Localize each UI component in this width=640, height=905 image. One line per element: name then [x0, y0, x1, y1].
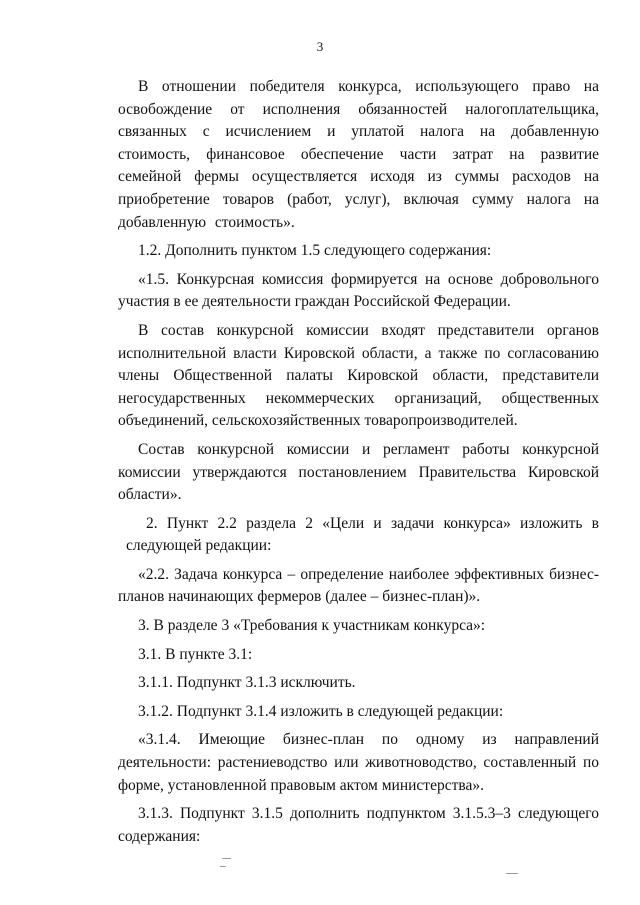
paragraph-commission-approval: Состав конкурсной комиссии и регламент работы конкурсной комиссии утверждаются постановлением Правительства Кировской области». [118, 440, 599, 504]
paragraph-item-1-2: 1.2. Дополнить пунктом 1.5 следующего содержания: [138, 242, 492, 260]
scan-speck [222, 858, 231, 859]
paragraph-item-1-5: «1.5. Конкурсная комиссия формируется на основе добровольного участия в ее деятельности граждан Российской Федерации. [118, 270, 599, 311]
paragraph-commission-composition: В состав конкурсной комиссии входят представители органов исполнительной власти Кировской области, а также по согласованию члены Общественной палаты Кировской области, представители негосударственных некоммерческих организаций, общественных объединений, сельскохозяйственных товаропроизводителей. [118, 321, 599, 430]
document-body [118, 76, 599, 854]
paragraph-item-3: 3. В разделе 3 «Требования к участникам конкурса»: [138, 617, 486, 635]
paragraph-item-2-2: «2.2. Задача конкурса – определение наиболее эффективных бизнес-планов начинающих фермеров (далее – бизнес-план)». [118, 565, 599, 606]
paragraph-item-3-1-1: 3.1.1. Подпункт 3.1.3 исключить. [138, 674, 356, 692]
scan-speck [506, 873, 518, 874]
scan-speck [220, 866, 226, 867]
page-number: 3 [316, 39, 324, 54]
paragraph-item-3-1: 3.1. В пункте 3.1: [138, 645, 253, 663]
paragraph-item-3-1-2: 3.1.2. Подпункт 3.1.4 изложить в следующей редакции: [138, 702, 504, 720]
paragraph-vat-financing: В отношении победителя конкурса, использующего право на освобождение от исполнения обязанностей налогоплательщика, связанных с исчислением и уплатой налога на добавленную стоимость, финансовое обеспечение части затрат на развитие семейной фермы осуществляется исходя из суммы расходов на приобретение товаров (работ, услуг), включая сумму налога на добавленную стоимость». [118, 78, 599, 231]
paragraph-item-3-1-3: 3.1.3. Подпункт 3.1.5 дополнить подпунктом 3.1.5.3–3 следующего содержания: [118, 805, 599, 845]
paragraph-item-3-1-4: «3.1.4. Имеющие бизнес-план по одному из направлений деятельности: растениеводство или животноводство, составленный по форме, установленной правовым актом министерства». [118, 731, 599, 794]
paragraph-item-2: 2. Пункт 2.2 раздела 2 «Цели и задачи конкурса» изложить в следующей редакции: [126, 514, 599, 555]
